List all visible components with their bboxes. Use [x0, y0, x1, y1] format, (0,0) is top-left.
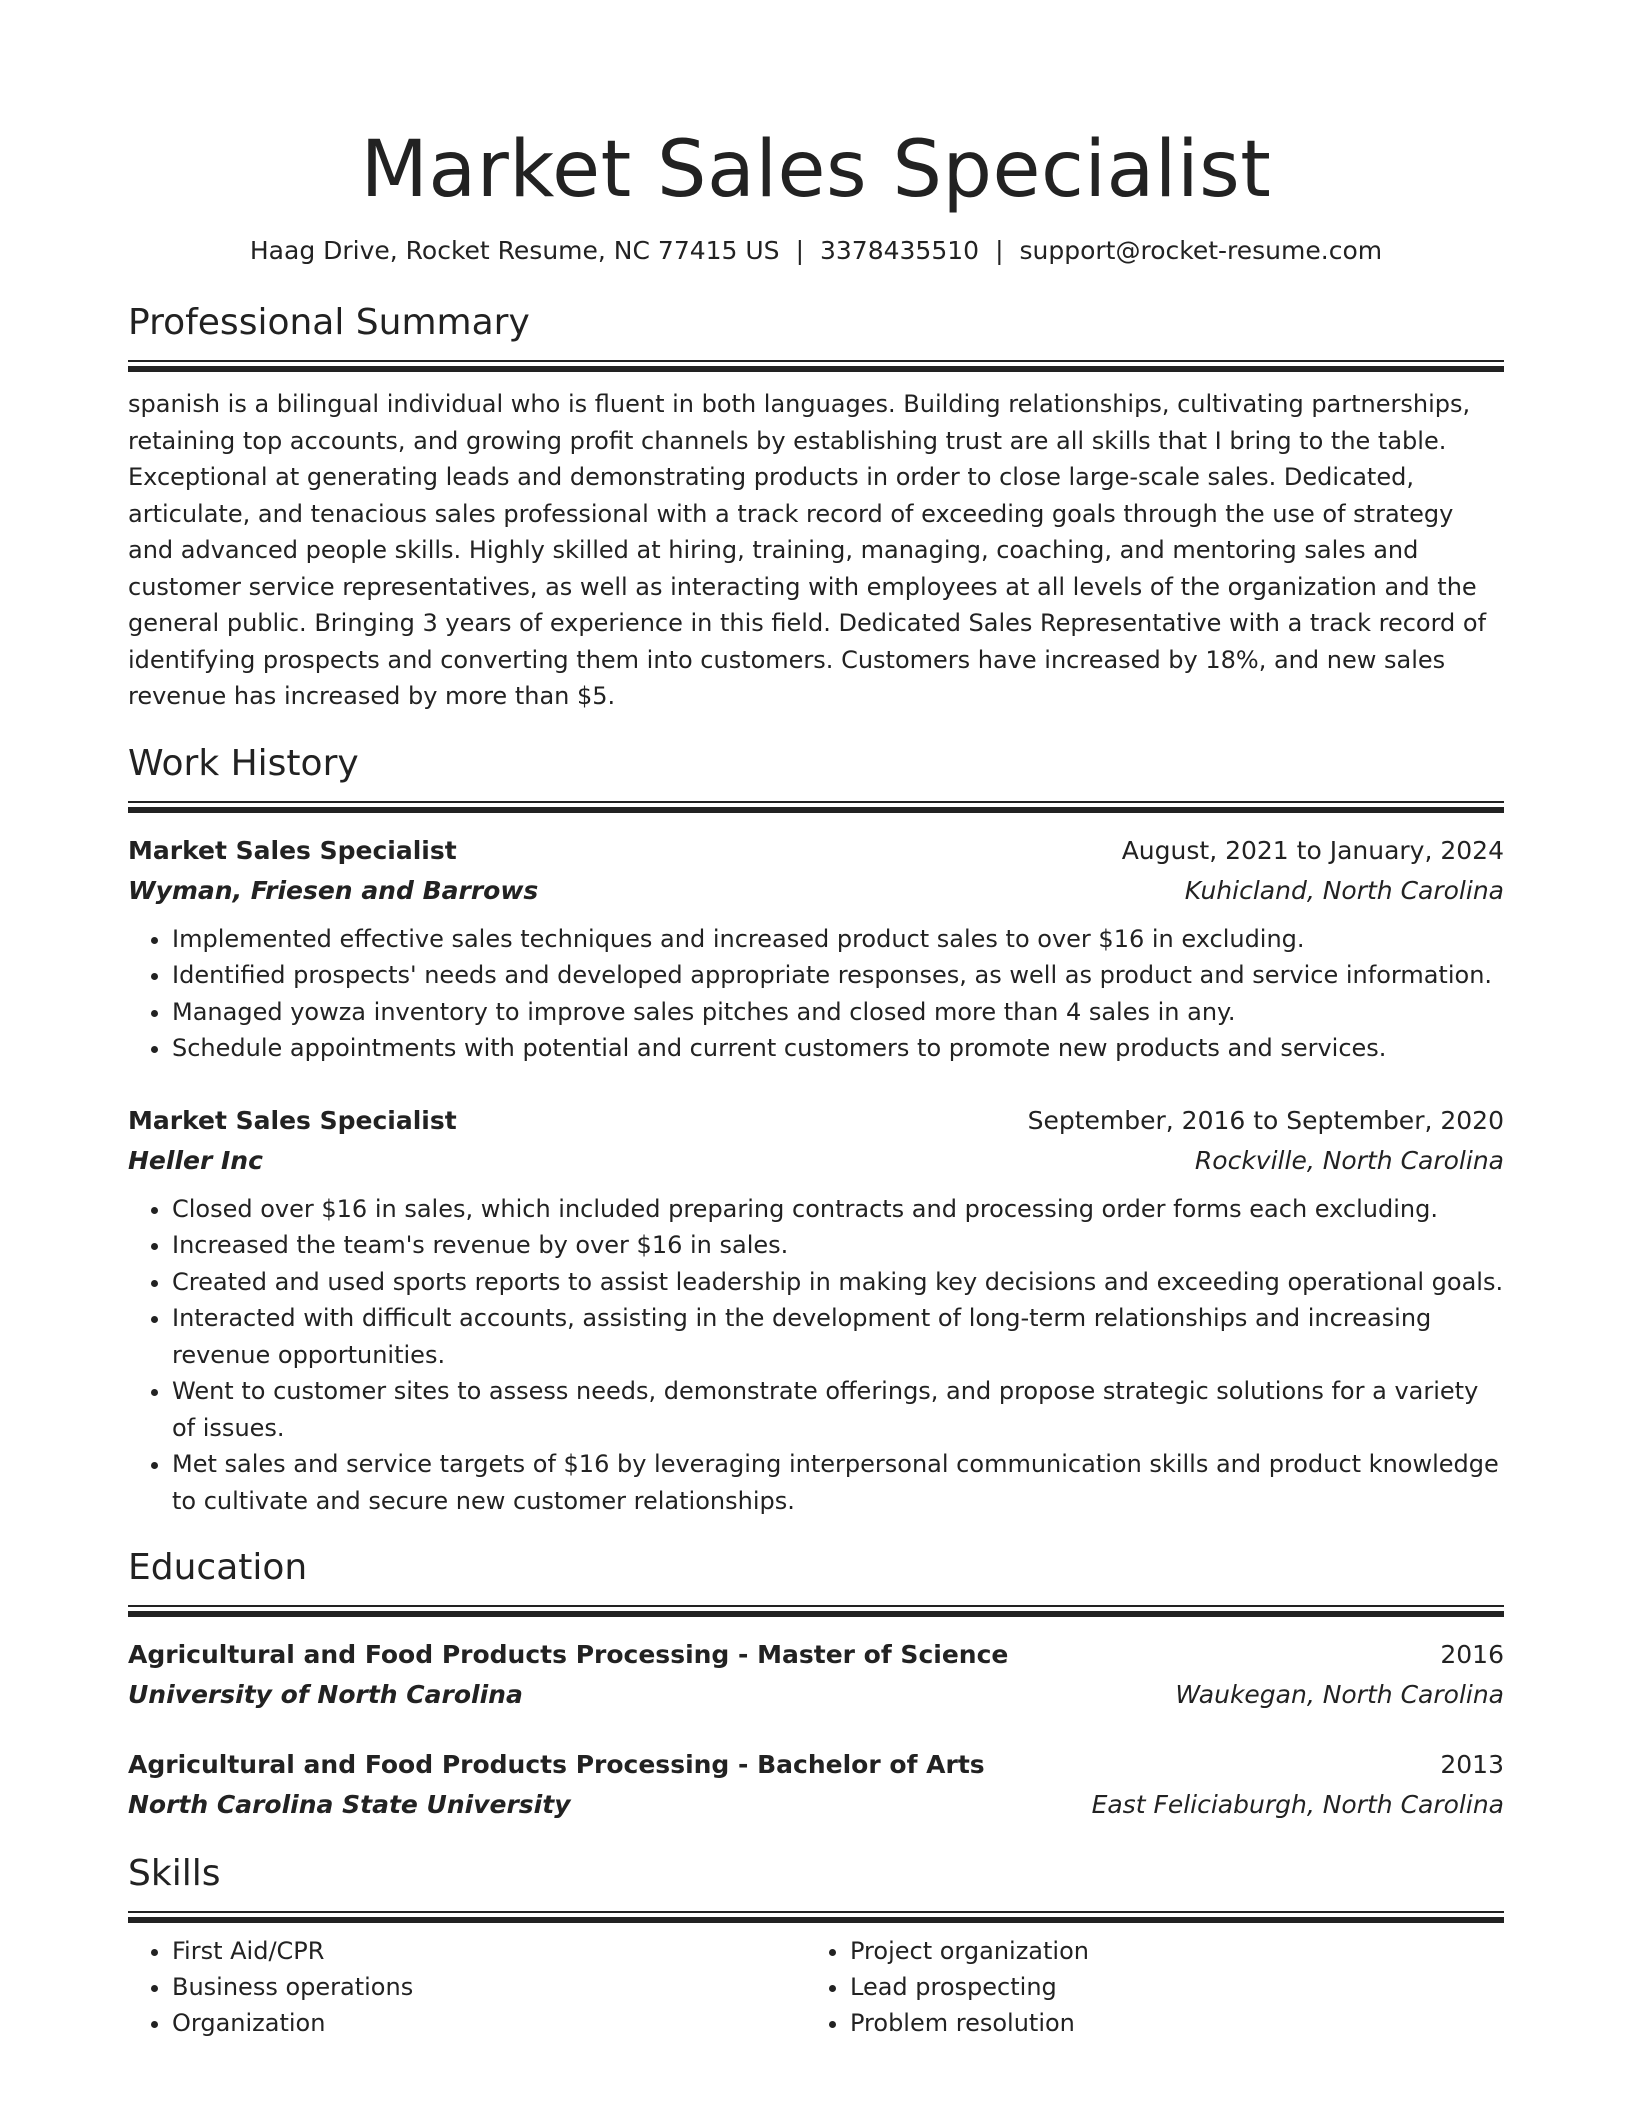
skill-item: • First Aid/CPR	[172, 1933, 806, 1969]
contact-email: support@rocket-resume.com	[1019, 236, 1383, 265]
skills-list	[128, 1933, 1504, 2041]
education-entry	[128, 1635, 1504, 1715]
work-history-section	[128, 741, 1504, 1520]
contact-address: Haag Drive, Rocket Resume, NC 77415 US	[249, 236, 780, 265]
skills-column-left	[128, 1933, 806, 2041]
job-bullet: • Managed yowza inventory to improve sales pitches and closed more than 4 sales in any.	[172, 994, 1504, 1031]
job-location: Kuhicland, North Carolina	[1184, 875, 1504, 905]
section-divider-thick	[128, 1611, 1504, 1617]
resume-page	[128, 120, 1504, 2041]
section-divider	[128, 1605, 1504, 1607]
skills-column-right	[806, 1933, 1484, 2041]
education-year: 2013	[1440, 1750, 1504, 1779]
section-divider	[128, 360, 1504, 362]
education-degree: Agricultural and Food Products Processing - Master of Science	[128, 1640, 1009, 1669]
contact-separator: |	[995, 236, 1004, 265]
skills-section	[128, 1851, 1504, 2041]
skill-item: • Business operations	[172, 1969, 806, 2005]
job-dates: September, 2016 to September, 2020	[1027, 1105, 1504, 1135]
job-bullet: • Schedule appointments with potential and current customers to promote new products and services.	[172, 1030, 1504, 1067]
section-divider-thick	[128, 807, 1504, 813]
job-entry	[128, 831, 1504, 1067]
section-title-education: Education	[128, 1547, 308, 1588]
skill-item: • Lead prospecting	[850, 1969, 1484, 2005]
contact-separator: |	[795, 236, 804, 265]
candidate-name: Market Sales Specialist	[360, 125, 1272, 215]
education-location: Waukegan, North Carolina	[1175, 1680, 1504, 1709]
section-title-skills: Skills	[128, 1853, 221, 1894]
skill-item: • Project organization	[850, 1933, 1484, 1969]
contact-line	[128, 234, 1504, 268]
job-location: Rockville, North Carolina	[1194, 1145, 1504, 1175]
summary-section	[128, 300, 1504, 715]
job-dates: August, 2021 to January, 2024	[1121, 835, 1504, 865]
education-school: North Carolina State University	[128, 1790, 571, 1819]
section-title-summary: Professional Summary	[128, 302, 530, 343]
contact-phone: 3378435510	[820, 236, 980, 265]
job-bullet: • Closed over $16 in sales, which included preparing contracts and processing order forms each excluding.	[172, 1191, 1504, 1228]
section-divider-thick	[128, 1917, 1504, 1923]
job-company: Wyman, Friesen and Barrows	[128, 875, 539, 905]
job-bullet: • Met sales and service targets of $16 by leveraging interpersonal communication skills and product knowledge to cultivate and secure new customer relationships.	[172, 1446, 1504, 1519]
job-entry	[128, 1101, 1504, 1520]
job-bullet: • Interacted with difficult accounts, assisting in the development of long-term relationships and increasing revenue opportunities.	[172, 1300, 1504, 1373]
job-bullet: • Implemented effective sales techniques and increased product sales to over $16 in excluding.	[172, 921, 1504, 958]
skill-item: • Problem resolution	[850, 2005, 1484, 2041]
job-bullet: • Created and used sports reports to assist leadership in making key decisions and exceeding operational goals.	[172, 1264, 1504, 1301]
skill-item: • Organization	[172, 2005, 806, 2041]
job-company: Heller Inc	[128, 1145, 263, 1175]
education-entry	[128, 1745, 1504, 1825]
job-bullets	[128, 921, 1504, 1067]
education-school: University of North Carolina	[128, 1680, 523, 1709]
section-title-work-history: Work History	[128, 742, 359, 784]
education-section	[128, 1545, 1504, 1825]
education-degree: Agricultural and Food Products Processing - Bachelor of Arts	[128, 1750, 985, 1779]
job-title: Market Sales Specialist	[128, 1105, 457, 1135]
education-location: East Feliciaburgh, North Carolina	[1091, 1790, 1504, 1819]
section-divider	[128, 801, 1504, 803]
job-bullets	[128, 1191, 1504, 1520]
job-bullet: • Went to customer sites to assess needs, demonstrate offerings, and propose strategic solutions for a variety of issues.	[172, 1373, 1504, 1446]
job-bullet: • Identified prospects' needs and developed appropriate responses, as well as product and service information.	[172, 957, 1504, 994]
job-bullet: • Increased the team's revenue by over $16 in sales.	[172, 1227, 1504, 1264]
summary-text: spanish is a bilingual individual who is fluent in both languages. Building relationships, cultivating partnerships, retaining top accounts, and growing profit channels by establishing trust are all skills that I bring to the table. Exceptional at generating leads and demonstrating products in order to close large-scale sales. Dedicated, articulate, and tenacious sales professional with a track record of exceeding goals through the use of strategy and advanced people skills. Highly skilled at hiring, training, managing, coaching, and mentoring sales and customer service representatives, as well as interacting with employees at all levels of the organization and the general public. Bringing 3 years of experience in this field. Dedicated Sales Representative with a track record of identifying prospects and converting them into customers. Customers have increased by 18%, and new sales revenue has increased by more than $5.	[128, 390, 1487, 710]
section-divider-thick	[128, 366, 1504, 372]
job-title: Market Sales Specialist	[128, 835, 457, 865]
education-year: 2016	[1440, 1640, 1504, 1669]
section-divider	[128, 1911, 1504, 1913]
